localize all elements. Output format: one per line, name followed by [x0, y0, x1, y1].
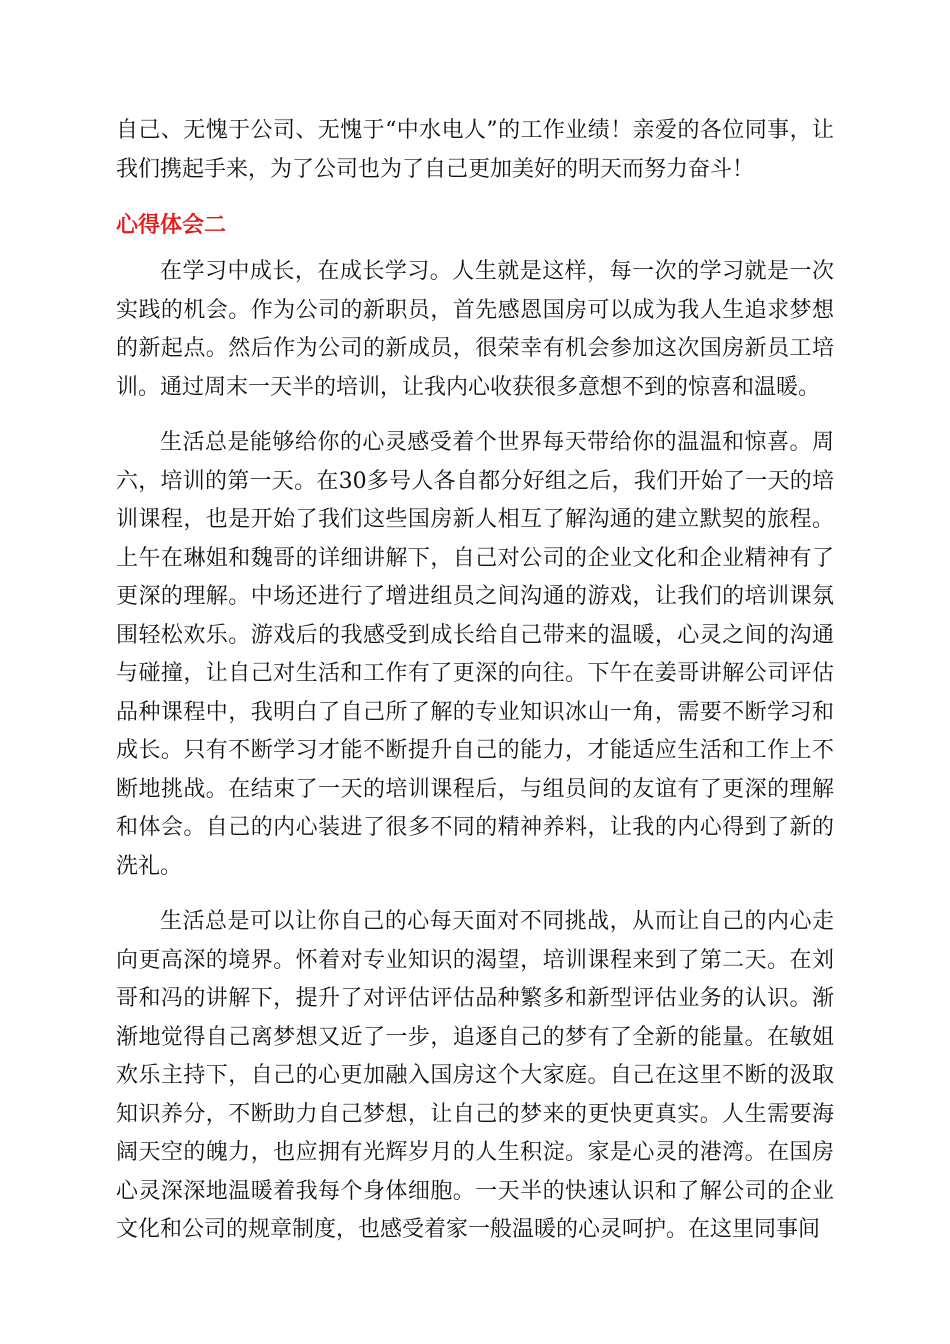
- paragraph-2: 生活总是能够给你的心灵感受着个世界每天带给你的温温和惊喜。周六，培训的第一天。在30多号人各自都分好组之后，我们开始了一天的培训课程，也是开始了我们这些国房新人相互了解沟通的建立默契的旅程。上午在琳姐和魏哥的详细讲解下，自己对公司的企业文化和企业精神有了更深的理解。中场还进行了增进组员之间沟通的游戏，让我们的培训课氛围轻松欢乐。游戏后的我感受到成长给自己带来的温暖，心灵之间的沟通与碰撞，让自己对生活和工作有了更深的向往。下午在姜哥讲解公司评估品种课程中，我明白了自己所了解的专业知识冰山一角，需要不断学习和成长。只有不断学习才能不断提升自己的能力，才能适应生活和工作上不断地挑战。在结束了一天的培训课程后，与组员间的友谊有了更深的理解和体会。自己的内心装进了很多不同的精神养料，让我的内心得到了新的洗礼。: [116, 430, 834, 879]
- paragraph-3: 生活总是可以让你自己的心每天面对不同挑战，从而让自己的内心走向更高深的境界。怀着对专业知识的渴望，培训课程来到了第二天。在刘哥和冯的讲解下，提升了对评估评估品种繁多和新型评估业务的认识。渐渐地觉得自己离梦想又近了一步，追逐自己的梦有了全新的能量。在敏姐欢乐主持下，自己的心更加融入国房这个大家庭。自己在这里不断的汲取知识养分，不断助力自己梦想，让自己的梦来的更快更真实。人生需要海阔天空的魄力，也应拥有光辉岁月的人生积淀。家是心灵的港湾。在国房心灵深深地温暖着我每个身体细胞。一天半的快速认识和了解公司的企业文化和公司的规章制度，也感受着家一般温暖的心灵呵护。在这里同事间: [116, 909, 834, 1242]
- opening-paragraph: 自己、无愧于公司、无愧于“中水电人”的工作业绩！亲爱的各位同事，让我们携起手来，为了公司也为了自己更加美好的明天而努力奋斗！: [116, 118, 834, 182]
- paragraph-1: 在学习中成长，在成长学习。人生就是这样，每一次的学习就是一次实践的机会。作为公司的新职员，首先感恩国房可以成为我人生追求梦想的新起点。然后作为公司的新成员，很荣幸有机会参加这次国房新员工培训。通过周末一天半的培训，让我内心收获很多意想不到的惊喜和温暖。: [116, 259, 834, 400]
- document-body: [116, 112, 834, 1250]
- section-heading: 心得体会二: [116, 213, 227, 238]
